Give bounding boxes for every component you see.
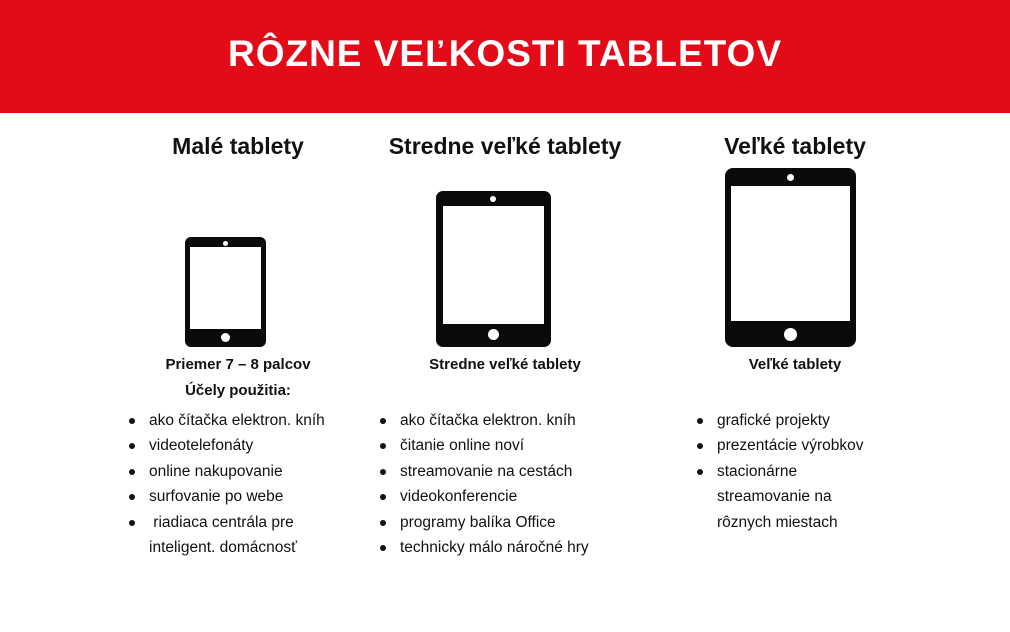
tablet-screen — [190, 247, 261, 329]
list-item-continuation: inteligent. domácnosť — [149, 539, 297, 557]
bullet-dot — [129, 469, 135, 475]
list-item: prezentácie výrobkov — [717, 433, 863, 458]
list-item: streamovanie na cestách — [400, 459, 589, 484]
column-heading: Malé tablety — [172, 133, 304, 159]
camera-dot — [787, 174, 794, 181]
bullet-dot — [129, 494, 135, 500]
list-item: technicky málo náročné hry — [400, 535, 589, 560]
column-heading: Veľké tablety — [724, 133, 866, 159]
bullet-dot — [697, 418, 703, 424]
bullet-dot — [129, 520, 135, 526]
bullet-dot — [697, 443, 703, 449]
column-medium-tablets — [370, 0, 640, 632]
column-heading: Stredne veľké tablety — [388, 133, 622, 159]
list-item-continuation: streamovanie na — [717, 488, 832, 506]
list-item: videotelefonáty — [149, 433, 325, 458]
camera-dot — [223, 241, 228, 246]
home-button — [221, 333, 230, 342]
tablet-screen — [731, 186, 850, 321]
page-title: RÔZNE VEĽKOSTI TABLETOV — [227, 32, 783, 74]
list-item: čitanie online noví — [400, 433, 589, 458]
caption-diameter: Priemer 7 – 8 palcov — [165, 356, 311, 373]
bullet-list — [717, 408, 863, 535]
column-small-tablets — [128, 0, 348, 632]
bullet-dot — [697, 469, 703, 475]
list-item: surfovanie po webe — [149, 484, 325, 509]
bullet-dot — [380, 520, 386, 526]
tablet-screen — [443, 206, 544, 324]
list-item: programy balíka Office — [400, 510, 589, 535]
home-button — [784, 328, 797, 341]
bullet-dot — [380, 469, 386, 475]
list-item: riadiaca centrála pre — [149, 510, 325, 535]
list-item: videokonferencie — [400, 484, 589, 509]
bullet-list — [149, 408, 325, 560]
bullet-dot — [380, 494, 386, 500]
bullet-dot — [129, 443, 135, 449]
list-item: ako čítačka elektron. kníh — [400, 408, 589, 433]
bullet-dot — [380, 418, 386, 424]
home-button — [488, 329, 499, 340]
bullet-list — [400, 408, 589, 560]
bullet-dot — [380, 443, 386, 449]
caption-size: Stredne veľké tablety — [429, 356, 581, 373]
caption-purposes: Účely použitia: — [185, 382, 291, 399]
tablet-icon — [185, 237, 266, 347]
tablet-icon — [436, 191, 551, 347]
bullet-dot — [380, 545, 386, 551]
caption-size: Veľké tablety — [748, 356, 842, 373]
list-item: ako čítačka elektron. kníh — [149, 408, 325, 433]
list-item: stacionárne — [717, 459, 863, 484]
bullet-dot — [129, 418, 135, 424]
camera-dot — [490, 196, 496, 202]
column-large-tablets — [690, 0, 900, 632]
list-item: online nakupovanie — [149, 459, 325, 484]
list-item-continuation: rôznych miestach — [717, 513, 838, 531]
list-item: grafické projekty — [717, 408, 863, 433]
tablet-icon — [725, 168, 856, 347]
